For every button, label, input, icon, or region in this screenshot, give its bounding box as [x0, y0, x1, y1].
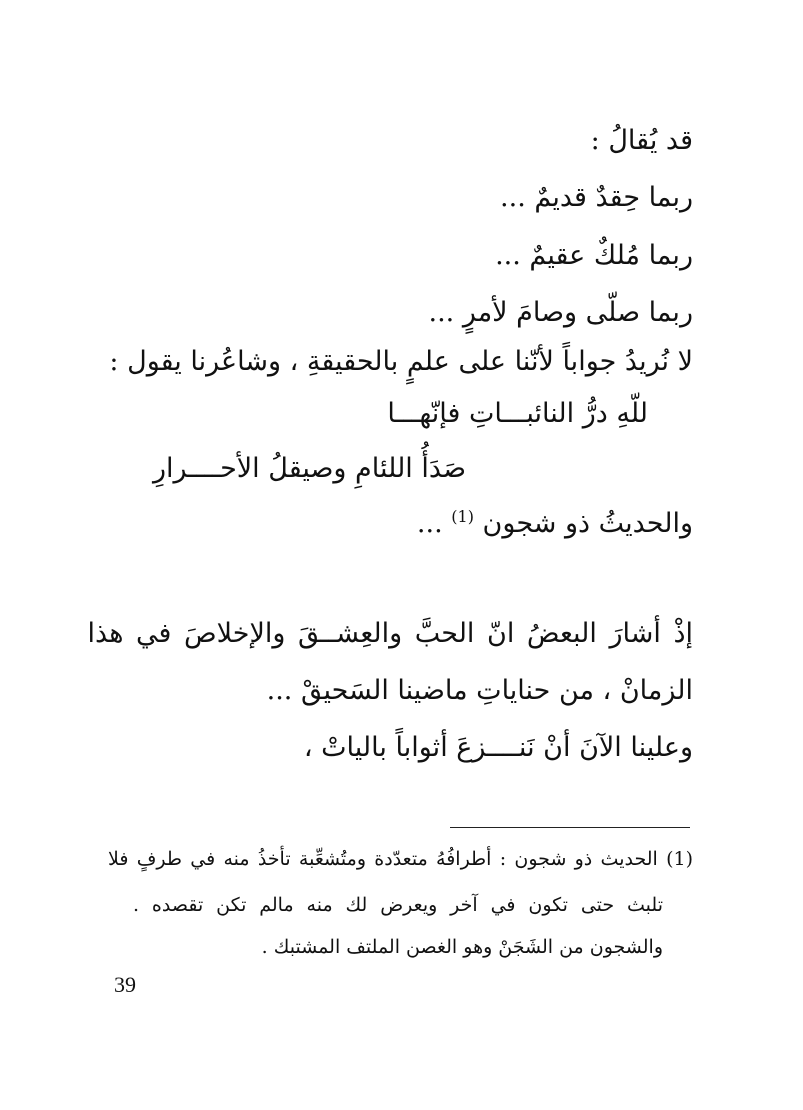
footnote-marker: (1) [451, 507, 474, 526]
poem-line-5: لا نُريدُ جواباً لأنّنا على علمٍ بالحقيقةِ ، وشاعُرنا يقول : [109, 346, 693, 377]
poem-line-4: ربما صلّى وصامَ لأمرٍ ... [428, 297, 693, 328]
verse-second-hemistich: صَدَأُ اللئامِ وصيقلُ الأحــــرارِ [153, 453, 466, 484]
poem-line-8 [417, 504, 693, 544]
poem-line-8-text: والحديثُ ذو شجون [482, 508, 693, 539]
footnote-divider [450, 827, 690, 828]
page-number: 39 [114, 972, 136, 997]
verse-first-hemistich: للّهِ درُّ النائبـــاتِ فإنّهـــا [387, 398, 648, 429]
poem-line-8-ellipsis: ... [416, 508, 443, 539]
poem-line-1: قد يُقالُ : [590, 125, 693, 156]
paragraph-line-2: الزمانْ ، من حناياتِ ماضينا السَحيقْ ... [266, 675, 693, 706]
footnote-line-2: تلبث حتى تكون في آخر ويعرض لك منه مالم تكن تقصده . [133, 894, 663, 916]
poem-line-2: ربما حِقدٌ قديمٌ ... [500, 182, 693, 213]
footnote-line-3: والشجون من الشَجَنْ وهو الغصن الملتف المشتبك . [261, 936, 663, 958]
footnote-line-1: (1) الحديث ذو شجون : أطرافُهُ متعدّدة ومتُشعِّبة تأخذُ منه في طرفٍ فلا [108, 848, 693, 870]
paragraph-line-3: وعلينا الآنَ أنْ نَنــــزعَ أثواباً بالياتْ ، [303, 732, 693, 763]
paragraph-line-1: إذْ أشارَ البعضُ انّ الحبَّ والعِشــقَ والإخلاصَ في هذا [87, 618, 693, 649]
poem-line-3: ربما مُلكٌ عقيمٌ ... [495, 240, 693, 271]
